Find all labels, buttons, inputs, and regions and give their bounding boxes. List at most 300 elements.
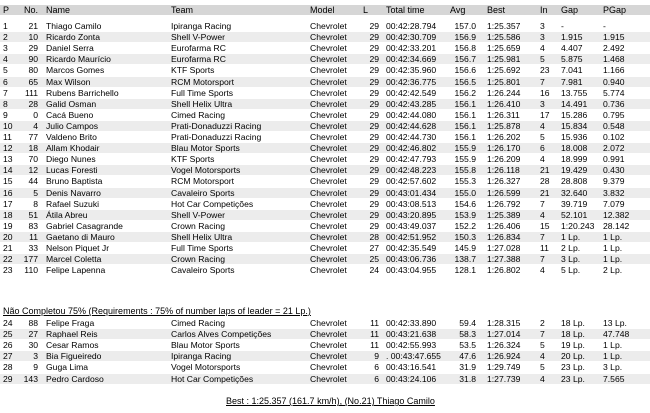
cell-driver-name: Rafael Suzuki — [46, 198, 100, 209]
table-header — [0, 5, 650, 15]
cell-team-name: Blau Motor Sports — [171, 340, 240, 351]
table-row — [0, 318, 650, 328]
cell-avg-speed: 156.5 — [454, 76, 476, 87]
cell-best-lap: 1:26.170 — [487, 143, 521, 154]
cell-team-name: Hot Car Competições — [171, 373, 254, 384]
cell-total-time: 00:43:16.541 — [386, 362, 437, 373]
cell-gap: 7.981 — [561, 76, 583, 87]
cell-best-lap-in: 21 — [540, 165, 550, 176]
cell-best-lap-in: 5 — [540, 362, 545, 373]
cell-best-lap: 1:26.324 — [487, 340, 521, 351]
cell-car-number: 65 — [28, 76, 38, 87]
table-row — [0, 362, 650, 372]
cell-avg-speed: 31.8 — [459, 373, 476, 384]
cell-pgap: 1.166 — [603, 65, 625, 76]
cell-total-time: 00:42:33.890 — [386, 318, 437, 328]
cell-driver-name: Cacá Bueno — [46, 109, 94, 120]
cell-total-time: 00:43:08.513 — [386, 198, 437, 209]
cell-gap: 15.286 — [561, 109, 588, 120]
cell-pos: 8 — [3, 98, 8, 109]
table-row — [0, 243, 650, 253]
cell-driver-name: Gabriel Casagrande — [46, 220, 123, 231]
cell-model: Chevrolet — [310, 329, 347, 340]
cell-driver-name: Marcel Coletta — [46, 254, 102, 265]
cell-avg-speed: 59.4 — [459, 318, 476, 328]
header-team: Team — [171, 5, 194, 15]
cell-model: Chevrolet — [310, 220, 347, 231]
cell-car-number: 21 — [28, 21, 38, 31]
cell-pgap: 2.072 — [603, 143, 625, 154]
cell-best-lap: 1:26.311 — [487, 109, 520, 120]
cell-laps: 27 — [369, 243, 379, 253]
cell-model: Chevrolet — [310, 362, 347, 373]
cell-avg-speed: 155.3 — [454, 176, 476, 187]
cell-pgap: 0.430 — [603, 165, 625, 176]
cell-driver-name: Marcos Gomes — [46, 65, 105, 76]
cell-gap: 1 Lp. — [561, 231, 581, 242]
cell-team-name: Prati-Donaduzzi Racing — [171, 132, 262, 142]
cell-gap: 1.915 — [561, 32, 583, 43]
cell-model: Chevrolet — [310, 265, 347, 276]
cell-gap: 19.429 — [561, 165, 588, 176]
cell-avg-speed: 155.0 — [454, 187, 476, 198]
header-p: P — [3, 5, 10, 15]
cell-total-time: 00:42:33.201 — [386, 43, 437, 54]
cell-pos: 11 — [3, 132, 12, 142]
cell-avg-speed: 47.6 — [459, 351, 476, 362]
cell-best-lap: 1:25.878 — [487, 120, 521, 131]
cell-gap: 52.101 — [561, 209, 588, 220]
cell-pgap: - — [603, 21, 606, 31]
cell-best-lap: 1:25.586 — [487, 32, 521, 43]
cell-team-name: Prati-Donaduzzi Racing — [171, 120, 262, 131]
cell-total-time: 00:42:30.709 — [386, 32, 437, 43]
cell-model: Chevrolet — [310, 176, 347, 187]
cell-car-number: 27 — [28, 329, 38, 340]
cell-pos: 21 — [3, 243, 13, 253]
cell-total-time: 00:42:28.794 — [386, 21, 437, 31]
cell-team-name: Cimed Racing — [171, 318, 225, 328]
cell-best-lap: 1:26.202 — [487, 132, 521, 142]
cell-laps: 29 — [369, 76, 379, 87]
table-row — [0, 176, 650, 186]
cell-laps: 29 — [369, 132, 379, 142]
cell-best-lap: 1:26.599 — [487, 187, 521, 198]
cell-pgap: 47.748 — [603, 329, 630, 340]
table-row — [0, 210, 650, 220]
cell-total-time: 00:43:06.736 — [386, 254, 437, 265]
cell-pgap: 2 Lp. — [603, 265, 623, 276]
table-row — [0, 54, 650, 64]
cell-laps: 29 — [369, 32, 379, 43]
cell-pgap: 0.548 — [603, 120, 625, 131]
cell-pos: 7 — [3, 87, 8, 98]
cell-team-name: Shell Helix Ultra — [171, 98, 233, 109]
cell-driver-name: Felipe Fraga — [46, 318, 95, 328]
cell-model: Chevrolet — [310, 54, 347, 65]
cell-laps: 29 — [369, 21, 379, 31]
table-row — [0, 65, 650, 75]
cell-gap: 14.491 — [561, 98, 588, 109]
cell-best-lap: 1:26.802 — [487, 265, 521, 276]
cell-pgap: 12.382 — [603, 209, 630, 220]
cell-driver-name: Raphael Reis — [46, 329, 98, 340]
cell-total-time: 00:43:21.638 — [386, 329, 437, 340]
cell-best-lap: 1:25.692 — [487, 65, 521, 76]
cell-driver-name: Daniel Serra — [46, 43, 94, 54]
table-row — [0, 265, 650, 275]
cell-best-lap-in: 7 — [540, 254, 545, 265]
cell-avg-speed: 156.1 — [454, 120, 476, 131]
cell-model: Chevrolet — [310, 254, 347, 265]
cell-model: Chevrolet — [310, 32, 347, 43]
cell-best-lap-in: 4 — [540, 265, 545, 276]
cell-team-name: Crown Racing — [171, 254, 225, 265]
cell-avg-speed: 31.9 — [459, 362, 476, 373]
cell-pgap: 9.379 — [603, 176, 625, 187]
cell-team-name: RCM Motorsport — [171, 176, 235, 187]
cell-laps: 29 — [369, 198, 379, 209]
cell-pos: 23 — [3, 265, 13, 276]
cell-pgap: 3.832 — [603, 187, 625, 198]
cell-model: Chevrolet — [310, 165, 347, 176]
cell-model: Chevrolet — [310, 351, 347, 362]
cell-best-lap-in: 16 — [540, 87, 550, 98]
cell-pos: 24 — [3, 318, 13, 328]
cell-pos: 10 — [3, 120, 13, 131]
cell-car-number: 70 — [28, 154, 38, 165]
cell-avg-speed: 155.9 — [454, 154, 476, 165]
cell-best-lap-in: 23 — [540, 65, 550, 76]
cell-best-lap-in: 3 — [540, 98, 545, 109]
cell-model: Chevrolet — [310, 98, 347, 109]
cell-model: Chevrolet — [310, 65, 347, 76]
cell-laps: 25 — [369, 254, 379, 265]
cell-best-lap-in: 4 — [540, 351, 545, 362]
cell-pgap: 1 Lp. — [603, 351, 623, 362]
cell-laps: 29 — [369, 65, 379, 76]
cell-team-name: Ipiranga Racing — [171, 21, 232, 31]
cell-model: Chevrolet — [310, 198, 347, 209]
cell-total-time: 00:42:36.775 — [386, 76, 437, 87]
cell-pgap: 0.991 — [603, 154, 625, 165]
cell-best-lap: 1:27.739 — [487, 373, 521, 384]
cell-pos: 3 — [3, 43, 8, 54]
cell-laps: 29 — [369, 98, 379, 109]
cell-car-number: 11 — [29, 231, 38, 242]
cell-team-name: Full Time Sports — [171, 243, 234, 253]
cell-driver-name: Cesar Ramos — [46, 340, 99, 351]
table-row — [0, 254, 650, 264]
cell-best-lap: 1:27.014 — [487, 329, 521, 340]
cell-best-lap-in: 3 — [540, 32, 545, 43]
cell-laps: 29 — [369, 209, 379, 220]
header-name: Name — [46, 5, 71, 15]
cell-best-lap-in: 4 — [540, 209, 545, 220]
cell-total-time: . 00:43:47.655 — [386, 351, 441, 362]
cell-gap: 15.936 — [561, 132, 588, 142]
cell-best-lap-in: 4 — [540, 43, 545, 54]
cell-team-name: Blau Motor Sports — [171, 143, 240, 154]
cell-model: Chevrolet — [310, 109, 347, 120]
cell-avg-speed: 156.1 — [454, 109, 476, 120]
cell-total-time: 00:42:43.285 — [386, 98, 437, 109]
cell-best-lap: 1:28.315 — [487, 318, 521, 328]
cell-pgap: 0.940 — [603, 76, 625, 87]
cell-team-name: Vogel Motorsports — [171, 165, 241, 176]
cell-pgap: 1.468 — [603, 54, 625, 65]
cell-best-lap-in: 15 — [540, 220, 550, 231]
cell-car-number: 10 — [28, 32, 38, 43]
cell-laps: 29 — [369, 109, 379, 120]
cell-driver-name: Max Wilson — [46, 76, 91, 87]
cell-team-name: Eurofarma RC — [171, 54, 226, 65]
cell-pos: 15 — [3, 176, 13, 187]
cell-total-time: 00:42:51.952 — [386, 231, 437, 242]
cell-best-lap-in: 7 — [540, 198, 545, 209]
cell-team-name: Crown Racing — [171, 220, 225, 231]
cell-avg-speed: 156.1 — [454, 98, 476, 109]
cell-best-lap-in: 5 — [540, 54, 545, 65]
cell-best-lap: 1:27.388 — [487, 254, 521, 265]
cell-best-lap: 1:26.834 — [487, 231, 521, 242]
cell-pos: 9 — [3, 109, 8, 120]
cell-team-name: Shell V-Power — [171, 209, 225, 220]
table-row — [0, 110, 650, 120]
cell-best-lap: 1:25.389 — [487, 209, 521, 220]
cell-driver-name: Ricardo Zonta — [46, 32, 100, 43]
cell-total-time: 00:42:34.669 — [386, 54, 437, 65]
cell-laps: 29 — [369, 54, 379, 65]
cell-gap: 15.834 — [561, 120, 588, 131]
cell-gap: 7.041 — [561, 65, 583, 76]
cell-car-number: 80 — [28, 65, 38, 76]
cell-team-name: KTF Sports — [171, 154, 215, 165]
table-row — [0, 232, 650, 242]
cell-driver-name: Rubens Barrichello — [46, 87, 119, 98]
cell-driver-name: Gaetano di Mauro — [46, 231, 115, 242]
cell-model: Chevrolet — [310, 318, 347, 328]
best-lap-summary: Best : 1:25.357 (161.7 km/h), (No.21) Thiago Camilo — [226, 396, 435, 406]
cell-team-name: Vogel Motorsports — [171, 362, 241, 373]
cell-driver-name: Átila Abreu — [46, 209, 88, 220]
cell-car-number: 33 — [28, 243, 38, 253]
cell-best-lap-in: 6 — [540, 143, 545, 154]
cell-pgap: 1.915 — [603, 32, 625, 43]
cell-pos: 13 — [3, 154, 13, 165]
cell-best-lap-in: 17 — [540, 109, 550, 120]
cell-avg-speed: 156.2 — [454, 87, 476, 98]
header-pgap: PGap — [603, 5, 627, 15]
cell-best-lap: 1:29.749 — [487, 362, 521, 373]
cell-best-lap: 1:26.406 — [487, 220, 521, 231]
cell-car-number: 30 — [28, 340, 38, 351]
cell-car-number: 77 — [28, 132, 38, 142]
cell-model: Chevrolet — [310, 132, 347, 142]
cell-pgap: 28.142 — [603, 220, 630, 231]
cell-gap: 5 Lp. — [561, 265, 581, 276]
table-row — [0, 132, 650, 142]
cell-car-number: 12 — [28, 165, 38, 176]
cell-avg-speed: 156.6 — [454, 65, 476, 76]
cell-team-name: Ipiranga Racing — [171, 351, 232, 362]
cell-driver-name: Pedro Cardoso — [46, 373, 104, 384]
table-row — [0, 99, 650, 109]
cell-best-lap: 1:26.118 — [487, 165, 520, 176]
cell-model: Chevrolet — [310, 187, 347, 198]
cell-best-lap: 1:27.028 — [487, 243, 521, 253]
cell-driver-name: Galid Osman — [46, 98, 97, 109]
cell-pos: 12 — [3, 143, 13, 154]
cell-driver-name: Thiago Camilo — [46, 21, 102, 31]
cell-gap: 18.999 — [561, 154, 588, 165]
cell-laps: 29 — [369, 176, 379, 187]
cell-laps: 6 — [374, 373, 379, 384]
cell-pos: 25 — [3, 329, 13, 340]
cell-car-number: 90 — [28, 54, 38, 65]
cell-laps: 9 — [374, 351, 379, 362]
cell-laps: 6 — [374, 362, 379, 373]
cell-driver-name: Nelson Piquet Jr — [46, 243, 110, 253]
cell-best-lap-in: 11 — [540, 243, 549, 253]
cell-total-time: 00:42:57.602 — [386, 176, 437, 187]
cell-total-time: 00:42:42.549 — [386, 87, 437, 98]
cell-car-number: 3 — [33, 351, 38, 362]
cell-driver-name: Julio Campos — [46, 120, 99, 131]
cell-car-number: 44 — [28, 176, 38, 187]
cell-car-number: 4 — [33, 120, 38, 131]
header-laps: L — [363, 5, 369, 15]
cell-car-number: 88 — [28, 318, 38, 328]
cell-driver-name: Bia Figueiredo — [46, 351, 102, 362]
cell-model: Chevrolet — [310, 209, 347, 220]
cell-best-lap: 1:26.209 — [487, 154, 521, 165]
cell-pgap: 5.774 — [603, 87, 625, 98]
cell-pos: 14 — [3, 165, 13, 176]
cell-car-number: 18 — [28, 143, 38, 154]
cell-pos: 22 — [3, 254, 13, 265]
cell-best-lap: 1:26.244 — [487, 87, 521, 98]
cell-pos: 28 — [3, 362, 13, 373]
cell-pgap: 2.492 — [603, 43, 625, 54]
cell-laps: 29 — [369, 143, 379, 154]
cell-total-time: 00:43:04.955 — [386, 265, 437, 276]
cell-model: Chevrolet — [310, 76, 347, 87]
table-row — [0, 351, 650, 361]
cell-laps: 29 — [369, 187, 379, 198]
cell-total-time: 00:42:48.223 — [386, 165, 437, 176]
cell-car-number: 177 — [23, 254, 38, 265]
cell-model: Chevrolet — [310, 340, 347, 351]
cell-avg-speed: 154.6 — [454, 198, 476, 209]
cell-model: Chevrolet — [310, 373, 347, 384]
cell-best-lap: 1:26.327 — [487, 176, 521, 187]
cell-pos: 1 — [3, 21, 8, 31]
cell-gap: 1:20.243 — [561, 220, 595, 231]
cell-car-number: 110 — [24, 265, 38, 276]
cell-laps: 29 — [369, 120, 379, 131]
cell-gap: 39.719 — [561, 198, 588, 209]
cell-best-lap-in: 5 — [540, 340, 545, 351]
table-row — [0, 143, 650, 153]
header-gap: Gap — [561, 5, 579, 15]
cell-car-number: 111 — [24, 87, 38, 98]
cell-model: Chevrolet — [310, 143, 347, 154]
table-row — [0, 329, 650, 339]
header-model: Model — [310, 5, 335, 15]
cell-gap: 28.808 — [561, 176, 588, 187]
cell-car-number: 0 — [33, 109, 38, 120]
cell-avg-speed: 153.9 — [454, 209, 476, 220]
cell-avg-speed: 53.5 — [459, 340, 476, 351]
cell-pgap: 3 Lp. — [603, 362, 623, 373]
cell-team-name: Shell V-Power — [171, 32, 225, 43]
table-row — [0, 221, 650, 231]
cell-avg-speed: 156.9 — [454, 32, 476, 43]
cell-pgap: 1 Lp. — [603, 231, 623, 242]
cell-total-time: 00:42:35.960 — [386, 65, 437, 76]
cell-laps: 11 — [370, 318, 379, 328]
cell-team-name: Cimed Racing — [171, 109, 225, 120]
cell-avg-speed: 156.1 — [454, 132, 476, 142]
cell-gap: 20 Lp. — [561, 351, 585, 362]
cell-pgap: 0.736 — [603, 98, 625, 109]
cell-avg-speed: 152.2 — [454, 220, 476, 231]
cell-gap: - — [561, 21, 564, 31]
cell-best-lap-in: 28 — [540, 176, 550, 187]
table-row — [0, 199, 650, 209]
cell-total-time: 00:43:01.434 — [386, 187, 437, 198]
cell-best-lap-in: 5 — [540, 132, 545, 142]
cell-laps: 29 — [369, 43, 379, 54]
table-row — [0, 32, 650, 42]
cell-total-time: 00:43:20.895 — [386, 209, 437, 220]
cell-car-number: 28 — [28, 98, 38, 109]
cell-driver-name: Bruno Baptista — [46, 176, 103, 187]
cell-pgap: 7.079 — [603, 198, 625, 209]
cell-pos: 2 — [3, 32, 8, 43]
cell-laps: 29 — [369, 154, 379, 165]
cell-gap: 5.875 — [561, 54, 583, 65]
cell-total-time: 00:42:44.080 — [386, 109, 437, 120]
cell-model: Chevrolet — [310, 120, 347, 131]
cell-best-lap-in: 4 — [540, 154, 545, 165]
table-row — [0, 165, 650, 175]
cell-team-name: Hot Car Competições — [171, 198, 254, 209]
cell-total-time: 00:42:46.802 — [386, 143, 437, 154]
cell-avg-speed: 128.1 — [454, 265, 476, 276]
cell-driver-name: Guga Lima — [46, 362, 89, 373]
cell-driver-name: Felipe Lapenna — [46, 265, 106, 276]
cell-best-lap-in: 4 — [540, 120, 545, 131]
cell-laps: 29 — [369, 165, 379, 176]
cell-driver-name: Denis Navarro — [46, 187, 101, 198]
table-row — [0, 43, 650, 53]
cell-car-number: 5 — [33, 187, 38, 198]
cell-total-time: 00:42:44.730 — [386, 132, 437, 142]
cell-pgap: 7.565 — [603, 373, 625, 384]
header-total-time: Total time — [386, 5, 425, 15]
cell-best-lap: 1:25.659 — [487, 43, 521, 54]
cell-gap: 2 Lp. — [561, 243, 581, 253]
cell-team-name: KTF Sports — [171, 65, 215, 76]
cell-laps: 11 — [370, 340, 379, 351]
table-row — [0, 340, 650, 350]
not-completed-title: Não Completou 75% (Requirements : 75% of number laps of leader = 21 Lp.) — [3, 306, 311, 316]
cell-avg-speed: 156.7 — [454, 54, 476, 65]
cell-gap: 18 Lp. — [561, 318, 585, 328]
cell-model: Chevrolet — [310, 154, 347, 165]
